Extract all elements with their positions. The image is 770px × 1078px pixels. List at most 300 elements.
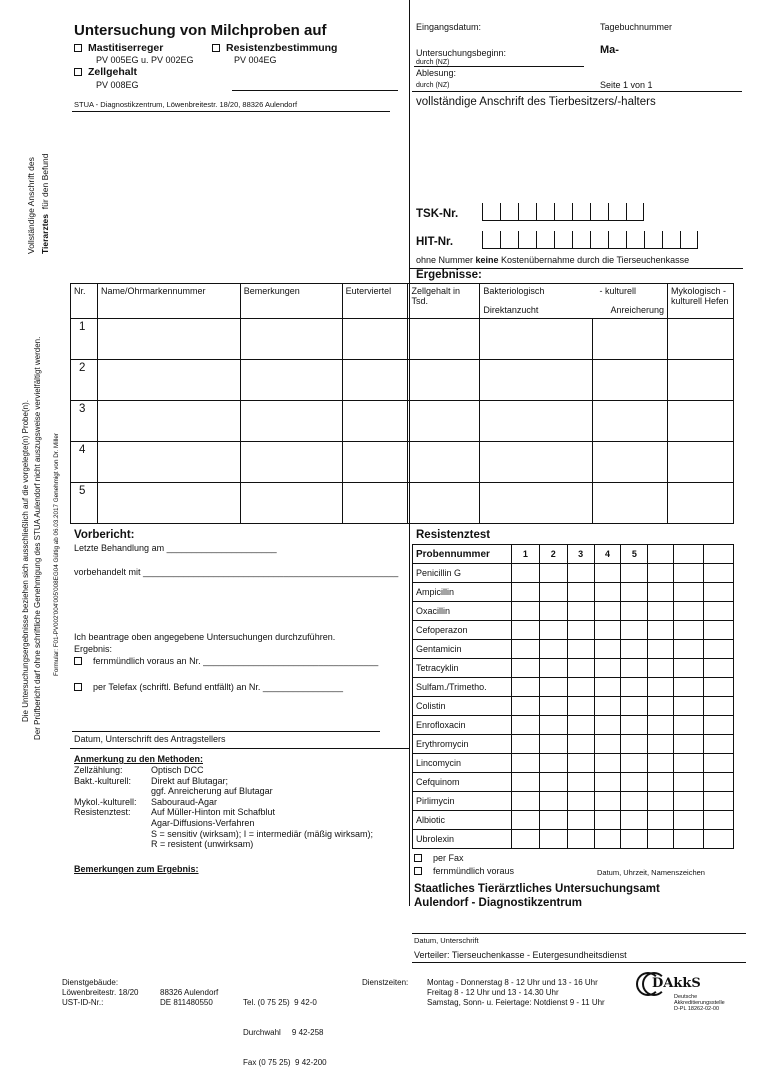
note-a: ohne Nummer: [416, 255, 476, 265]
drug-name: Gentamicin: [413, 640, 512, 659]
result-cell[interactable]: [704, 811, 734, 830]
result-cell[interactable]: [674, 811, 704, 830]
ergebnis-label: Ergebnis:: [74, 644, 113, 654]
result-cell[interactable]: [539, 659, 567, 678]
sample-table: [70, 283, 734, 524]
fern-option[interactable]: [74, 656, 378, 666]
digit-box[interactable]: [572, 203, 590, 221]
row-cell[interactable]: [342, 401, 408, 442]
beantrage-text: Ich beantrage oben angegebene Untersuchungen durchzuführen.: [74, 632, 336, 642]
row-cell[interactable]: [240, 360, 342, 401]
tierbesitzer-label: vollständige Anschrift des Tierbesitzers/-halters: [416, 96, 656, 108]
drug-row: [413, 735, 734, 754]
digit-box[interactable]: [590, 203, 608, 221]
verteiler-line: [412, 962, 746, 963]
dakks-sub: [674, 994, 744, 1012]
table-row: [71, 401, 734, 442]
drug-name: Cefquinom: [413, 773, 512, 792]
result-cell[interactable]: [674, 583, 704, 602]
probe-number-empty: [704, 545, 734, 564]
result-cell[interactable]: [621, 640, 648, 659]
methoden-key: Bakt.-kulturell:: [74, 775, 132, 786]
result-cell[interactable]: [567, 716, 594, 735]
footer-c3-2: Fax (0 75 25) 9 42-200: [243, 1058, 327, 1067]
row-cell[interactable]: [240, 319, 342, 360]
result-cell[interactable]: [648, 678, 674, 697]
row-cell[interactable]: [593, 401, 668, 442]
methoden-value: R = resistent (unwirksam): [151, 839, 254, 850]
amt-line-1: Staatliches Tierärztliches Untersuchungsamt: [414, 883, 660, 895]
result-cell[interactable]: [539, 583, 567, 602]
digit-box[interactable]: [554, 231, 572, 249]
result-cell[interactable]: [567, 735, 594, 754]
result-cell[interactable]: [567, 678, 594, 697]
result-cell[interactable]: [704, 735, 734, 754]
legal-line-2: Der Prüfbericht darf ohne schriftliche Genehmigung des STUA Aulendorf nicht auszugsweise vervielfältigt werden.: [33, 336, 42, 740]
result-cell[interactable]: [511, 621, 539, 640]
drug-name: Sulfam./Trimetho.: [413, 678, 512, 697]
footer-c2-1: 88326 Aulendorf: [160, 988, 219, 997]
verteiler: Verteiler: Tierseuchenkasse - Eutergesundheitsdienst: [414, 950, 627, 960]
result-cell[interactable]: [704, 659, 734, 678]
result-cell[interactable]: [674, 659, 704, 678]
result-cell[interactable]: [539, 773, 567, 792]
result-cell[interactable]: [674, 830, 704, 849]
result-cell[interactable]: [511, 583, 539, 602]
seite: Seite 1 von 1: [600, 80, 653, 90]
result-cell[interactable]: [621, 754, 648, 773]
row-cell[interactable]: [408, 360, 480, 401]
result-cell[interactable]: [648, 830, 674, 849]
drug-row: [413, 602, 734, 621]
result-cell[interactable]: [674, 697, 704, 716]
header-blank-line: [232, 90, 398, 91]
formular-line: Formular: F01-PV002'004'005'008EG04 Gültig ab 06.03.2017 Genehmigt von Dr. Miller: [53, 432, 60, 676]
row-cell[interactable]: [668, 319, 734, 360]
result-cell[interactable]: [621, 773, 648, 792]
result-cell[interactable]: [511, 830, 539, 849]
footer-col-2: [160, 978, 218, 1008]
result-cell[interactable]: [674, 678, 704, 697]
result-cell[interactable]: [621, 621, 648, 640]
result-cell[interactable]: [674, 640, 704, 659]
footer-c5-0: Montag - Donnerstag 8 - 12 Uhr und 13 - 16 Uhr: [427, 978, 598, 987]
result-cell[interactable]: [539, 697, 567, 716]
result-cell[interactable]: [594, 678, 621, 697]
result-cell[interactable]: [704, 583, 734, 602]
result-cell[interactable]: [704, 602, 734, 621]
row-cell[interactable]: [480, 319, 593, 360]
anreicherung-label: Anreicherung: [610, 305, 664, 315]
result-cell[interactable]: [567, 792, 594, 811]
result-cell[interactable]: [511, 792, 539, 811]
result-cell[interactable]: [594, 792, 621, 811]
result-cell[interactable]: [567, 583, 594, 602]
result-cell[interactable]: [511, 716, 539, 735]
result-cell[interactable]: [674, 735, 704, 754]
row-cell[interactable]: [342, 483, 408, 524]
result-cell[interactable]: [704, 640, 734, 659]
drug-row: [413, 621, 734, 640]
methoden-value: S = sensitiv (wirksam); I = intermediär (mäßig wirksam);: [151, 828, 374, 839]
form-title: Untersuchung von Milchproben auf: [74, 22, 327, 39]
drug-row: [413, 811, 734, 830]
result-cell[interactable]: [674, 792, 704, 811]
row-cell[interactable]: [593, 442, 668, 483]
result-cell[interactable]: [648, 792, 674, 811]
digit-box[interactable]: [500, 203, 518, 221]
digit-box[interactable]: [572, 231, 590, 249]
result-cell[interactable]: [567, 621, 594, 640]
check-resistenz[interactable]: [212, 42, 337, 54]
methoden-value: Optisch DCC: [151, 765, 204, 775]
col-bemerkungen: Bemerkungen: [240, 284, 342, 319]
result-cell[interactable]: [567, 564, 594, 583]
row-cell[interactable]: [408, 483, 480, 524]
digit-box[interactable]: [536, 203, 554, 221]
check-zellgehalt[interactable]: [74, 66, 137, 78]
result-cell[interactable]: [567, 602, 594, 621]
row-cell[interactable]: [408, 401, 480, 442]
result-cell[interactable]: [567, 773, 594, 792]
methoden-key: Zellzählung:: [74, 765, 123, 775]
row-cell[interactable]: [342, 442, 408, 483]
result-cell[interactable]: [567, 640, 594, 659]
footer-c2-0: [160, 978, 218, 988]
res-fern-option[interactable]: [414, 866, 514, 876]
result-cell[interactable]: [539, 678, 567, 697]
footer-c1-2: UST-ID-Nr.:: [62, 998, 104, 1007]
fern-text: fernmündlich voraus an Nr. ___________________________________: [93, 656, 379, 666]
checkbox-resistenz[interactable]: [212, 44, 220, 52]
tierarzt-b: Tierarztes: [40, 213, 50, 254]
drug-name: Enrofloxacin: [413, 716, 512, 735]
code-mastitis: PV 005EG u. PV 002EG: [96, 55, 194, 65]
result-cell[interactable]: [621, 697, 648, 716]
drug-name: Albiotic: [413, 811, 512, 830]
result-cell[interactable]: [704, 697, 734, 716]
result-cell[interactable]: [594, 716, 621, 735]
digit-box[interactable]: [608, 231, 626, 249]
datum-unterschrift: Datum, Unterschrift: [414, 936, 479, 945]
result-cell[interactable]: [511, 773, 539, 792]
address-underline: [72, 111, 390, 112]
result-cell[interactable]: [674, 564, 704, 583]
perfax-text: per Fax: [433, 853, 464, 863]
eingangsdatum: Eingangsdatum:: [416, 22, 482, 32]
check-mastitis[interactable]: [74, 42, 163, 54]
footer-col-1: [62, 978, 139, 1008]
result-cell[interactable]: [594, 583, 621, 602]
result-cell[interactable]: [594, 564, 621, 583]
tsk-label: TSK-Nr.: [416, 208, 459, 220]
row-cell[interactable]: [480, 483, 593, 524]
result-cell[interactable]: [648, 697, 674, 716]
tierarzt-side-label: [26, 157, 36, 254]
result-cell[interactable]: [621, 659, 648, 678]
code-resistenz: PV 004EG: [234, 55, 277, 65]
checkbox-mastitis[interactable]: [74, 44, 82, 52]
drug-name: Colistin: [413, 697, 512, 716]
bakt-label: Bakteriologisch: [483, 286, 545, 296]
col-euterviertel: Euterviertel: [342, 284, 408, 319]
row-cell[interactable]: [240, 442, 342, 483]
result-cell[interactable]: [511, 754, 539, 773]
ablesung: Ablesung:: [416, 68, 457, 78]
digit-box[interactable]: [536, 231, 554, 249]
col-mykologisch: Mykologisch -kulturell Hefen: [668, 284, 734, 319]
row-cell[interactable]: [480, 401, 593, 442]
row-number: 2: [71, 360, 98, 401]
drug-row: [413, 640, 734, 659]
digit-box[interactable]: [500, 231, 518, 249]
digit-box[interactable]: [518, 203, 536, 221]
perfax-option[interactable]: [414, 853, 464, 863]
result-cell[interactable]: [621, 564, 648, 583]
row-number: 1: [71, 319, 98, 360]
result-cell[interactable]: [539, 602, 567, 621]
result-cell[interactable]: [704, 716, 734, 735]
footer-c3-0: Tel. (0 75 25) 9 42-0: [243, 998, 317, 1007]
result-cell[interactable]: [621, 830, 648, 849]
stua-address: STUA - Diagnostikzentrum, Löwenbreitestr. 18/20, 88326 Aulendorf: [74, 100, 298, 109]
digit-box[interactable]: [662, 231, 680, 249]
fax-text: per Telefax (schriftl. Befund entfällt) an Nr. ________________: [93, 682, 344, 692]
result-cell[interactable]: [511, 640, 539, 659]
row-cell[interactable]: [668, 401, 734, 442]
probe-number: 4: [594, 545, 621, 564]
result-cell[interactable]: [594, 640, 621, 659]
row-cell[interactable]: [593, 319, 668, 360]
row-cell[interactable]: [480, 360, 593, 401]
ma-label: Ma-: [600, 44, 619, 56]
signature-line: [72, 731, 380, 732]
checkbox-zellgehalt[interactable]: [74, 68, 82, 76]
footer-c1-0: Dienstgebäude:: [62, 978, 119, 987]
result-cell[interactable]: [648, 583, 674, 602]
hit-label: HIT-Nr.: [416, 236, 454, 248]
result-cell[interactable]: [704, 754, 734, 773]
methoden-value: Sabouraud-Agar: [151, 796, 218, 807]
tierarzt-side-label-2: [40, 153, 50, 254]
result-cell[interactable]: [621, 811, 648, 830]
dakks-text: DAkkS: [652, 976, 701, 991]
res-fern-text: fernmündlich voraus: [433, 866, 515, 876]
result-cell[interactable]: [594, 811, 621, 830]
row-cell[interactable]: [97, 401, 240, 442]
result-cell[interactable]: [567, 830, 594, 849]
digit-box[interactable]: [644, 231, 662, 249]
row-cell[interactable]: [97, 483, 240, 524]
checkbox-perfax[interactable]: [414, 854, 422, 862]
methoden-title: Anmerkung zu den Methoden:: [74, 754, 203, 764]
row-cell[interactable]: [593, 483, 668, 524]
result-cell[interactable]: [567, 659, 594, 678]
result-cell[interactable]: [648, 621, 674, 640]
row-number: 4: [71, 442, 98, 483]
result-cell[interactable]: [511, 697, 539, 716]
col-zellgehalt: Zellgehalt in Tsd.: [408, 284, 480, 319]
result-cell[interactable]: [511, 678, 539, 697]
result-cell[interactable]: [511, 811, 539, 830]
result-cell[interactable]: [539, 735, 567, 754]
drug-name: Ubrolexin: [413, 830, 512, 849]
footer-c5-1: Freitag 8 - 12 Uhr und 13 - 14.30 Uhr: [427, 988, 559, 997]
digit-box[interactable]: [680, 231, 698, 249]
methoden-value: Direkt auf Blutagar;: [151, 775, 229, 786]
result-cell[interactable]: [674, 621, 704, 640]
digit-box[interactable]: [590, 231, 608, 249]
row-cell[interactable]: [342, 360, 408, 401]
result-cell[interactable]: [621, 583, 648, 602]
footer-c2-2: DE 811480550: [160, 998, 213, 1007]
drug-row: [413, 678, 734, 697]
digit-box[interactable]: [482, 203, 500, 221]
dakks-sub-3: D-PL 18262-02-00: [674, 1006, 720, 1012]
result-cell[interactable]: [674, 754, 704, 773]
result-cell[interactable]: [704, 773, 734, 792]
vorbehandelt-mit[interactable]: vorbehandelt mit ___________________________________________________: [74, 567, 399, 577]
methoden-key: Mykol.-kulturell:: [74, 796, 137, 807]
result-cell[interactable]: [674, 773, 704, 792]
result-cell[interactable]: [511, 564, 539, 583]
result-cell[interactable]: [567, 697, 594, 716]
row-cell[interactable]: [342, 319, 408, 360]
result-cell[interactable]: [704, 678, 734, 697]
durch-nz-1: durch (NZ): [416, 59, 450, 66]
probennummer-row: [413, 545, 734, 564]
result-cell[interactable]: [539, 621, 567, 640]
drug-row: [413, 583, 734, 602]
amt-sign-line: [412, 933, 746, 934]
row-cell[interactable]: [668, 483, 734, 524]
methoden-value: ggf. Anreicherung auf Blutagar: [151, 786, 273, 797]
checkbox-fax[interactable]: [74, 683, 82, 691]
digit-box[interactable]: [518, 231, 536, 249]
result-cell[interactable]: [539, 811, 567, 830]
drug-name: Pirlimycin: [413, 792, 512, 811]
row-cell[interactable]: [668, 442, 734, 483]
ablesung-line: [412, 91, 742, 92]
fax-option[interactable]: [74, 682, 343, 692]
row-cell[interactable]: [240, 483, 342, 524]
drug-row: [413, 564, 734, 583]
row-cell[interactable]: [668, 360, 734, 401]
row-cell[interactable]: [97, 442, 240, 483]
result-cell[interactable]: [594, 621, 621, 640]
drug-name: Ampicillin: [413, 583, 512, 602]
amt-line-2: Aulendorf - Diagnostikzentrum: [414, 897, 583, 909]
result-cell[interactable]: [648, 716, 674, 735]
checkbox-fern[interactable]: [74, 657, 82, 665]
result-cell[interactable]: [648, 773, 674, 792]
probe-number-empty: [674, 545, 704, 564]
result-cell[interactable]: [704, 830, 734, 849]
checkbox-res-fern[interactable]: [414, 867, 422, 875]
result-cell[interactable]: [511, 659, 539, 678]
digit-box[interactable]: [482, 231, 500, 249]
beginn-line: [414, 66, 584, 67]
result-cell[interactable]: [594, 602, 621, 621]
result-cell[interactable]: [594, 659, 621, 678]
result-cell[interactable]: [511, 735, 539, 754]
legal-line-1: Die Untersuchungsergebnisse beziehen sich ausschließlich auf die vorgelegte(n) Probe(n).: [21, 400, 30, 722]
probe-number: 5: [621, 545, 648, 564]
result-cell[interactable]: [621, 678, 648, 697]
result-cell[interactable]: [567, 811, 594, 830]
table-row: [71, 360, 734, 401]
result-cell[interactable]: [648, 754, 674, 773]
result-cell[interactable]: [648, 811, 674, 830]
row-cell[interactable]: [97, 319, 240, 360]
probennummer-label: Probennummer: [413, 545, 512, 564]
tierarzt-c: für den Befund: [40, 153, 50, 210]
digit-box[interactable]: [554, 203, 572, 221]
result-cell[interactable]: [539, 754, 567, 773]
digit-box[interactable]: [608, 203, 626, 221]
drug-row: [413, 659, 734, 678]
row-cell[interactable]: [240, 401, 342, 442]
result-cell[interactable]: [621, 735, 648, 754]
row-cell[interactable]: [480, 442, 593, 483]
result-cell[interactable]: [539, 792, 567, 811]
vorbericht-bottom-line: [70, 748, 410, 749]
result-cell[interactable]: [648, 659, 674, 678]
result-cell[interactable]: [704, 621, 734, 640]
drug-name: Erythromycin: [413, 735, 512, 754]
result-cell[interactable]: [594, 830, 621, 849]
result-cell[interactable]: [704, 792, 734, 811]
bemerkungen-title: Bemerkungen zum Ergebnis:: [74, 864, 199, 874]
result-cell[interactable]: [674, 602, 704, 621]
drug-name: Lincomycin: [413, 754, 512, 773]
result-cell[interactable]: [539, 830, 567, 849]
letzte-behandlung[interactable]: Letzte Behandlung am ______________________: [74, 543, 277, 553]
label-mastitis: Mastitiserreger: [88, 42, 164, 54]
result-cell[interactable]: [539, 640, 567, 659]
footer-c5-2: Samstag, Sonn- u. Feiertage: Notdienst 9 - 11 Uhr: [427, 998, 605, 1007]
result-cell[interactable]: [594, 697, 621, 716]
result-cell[interactable]: [648, 602, 674, 621]
result-cell[interactable]: [704, 564, 734, 583]
result-cell[interactable]: [567, 754, 594, 773]
result-cell[interactable]: [621, 602, 648, 621]
result-cell[interactable]: [539, 564, 567, 583]
ergebnisse-text: Ergebnisse: [416, 269, 478, 281]
drug-row: [413, 716, 734, 735]
row-cell[interactable]: [97, 360, 240, 401]
result-cell[interactable]: [648, 564, 674, 583]
result-cell[interactable]: [621, 716, 648, 735]
result-cell[interactable]: [594, 773, 621, 792]
result-cell[interactable]: [674, 716, 704, 735]
digit-box[interactable]: [626, 231, 644, 249]
result-cell[interactable]: [594, 735, 621, 754]
result-cell[interactable]: [648, 735, 674, 754]
result-cell[interactable]: [594, 754, 621, 773]
result-cell[interactable]: [648, 640, 674, 659]
result-cell[interactable]: [511, 602, 539, 621]
untersuchungsbeginn: Untersuchungsbeginn:: [416, 48, 507, 58]
row-cell[interactable]: [408, 319, 480, 360]
result-cell[interactable]: [539, 716, 567, 735]
row-cell[interactable]: [593, 360, 668, 401]
digit-box[interactable]: [626, 203, 644, 221]
drug-row: [413, 792, 734, 811]
row-cell[interactable]: [408, 442, 480, 483]
dakks-sub-2: Akkreditierungsstelle: [674, 1000, 725, 1006]
result-cell[interactable]: [621, 792, 648, 811]
